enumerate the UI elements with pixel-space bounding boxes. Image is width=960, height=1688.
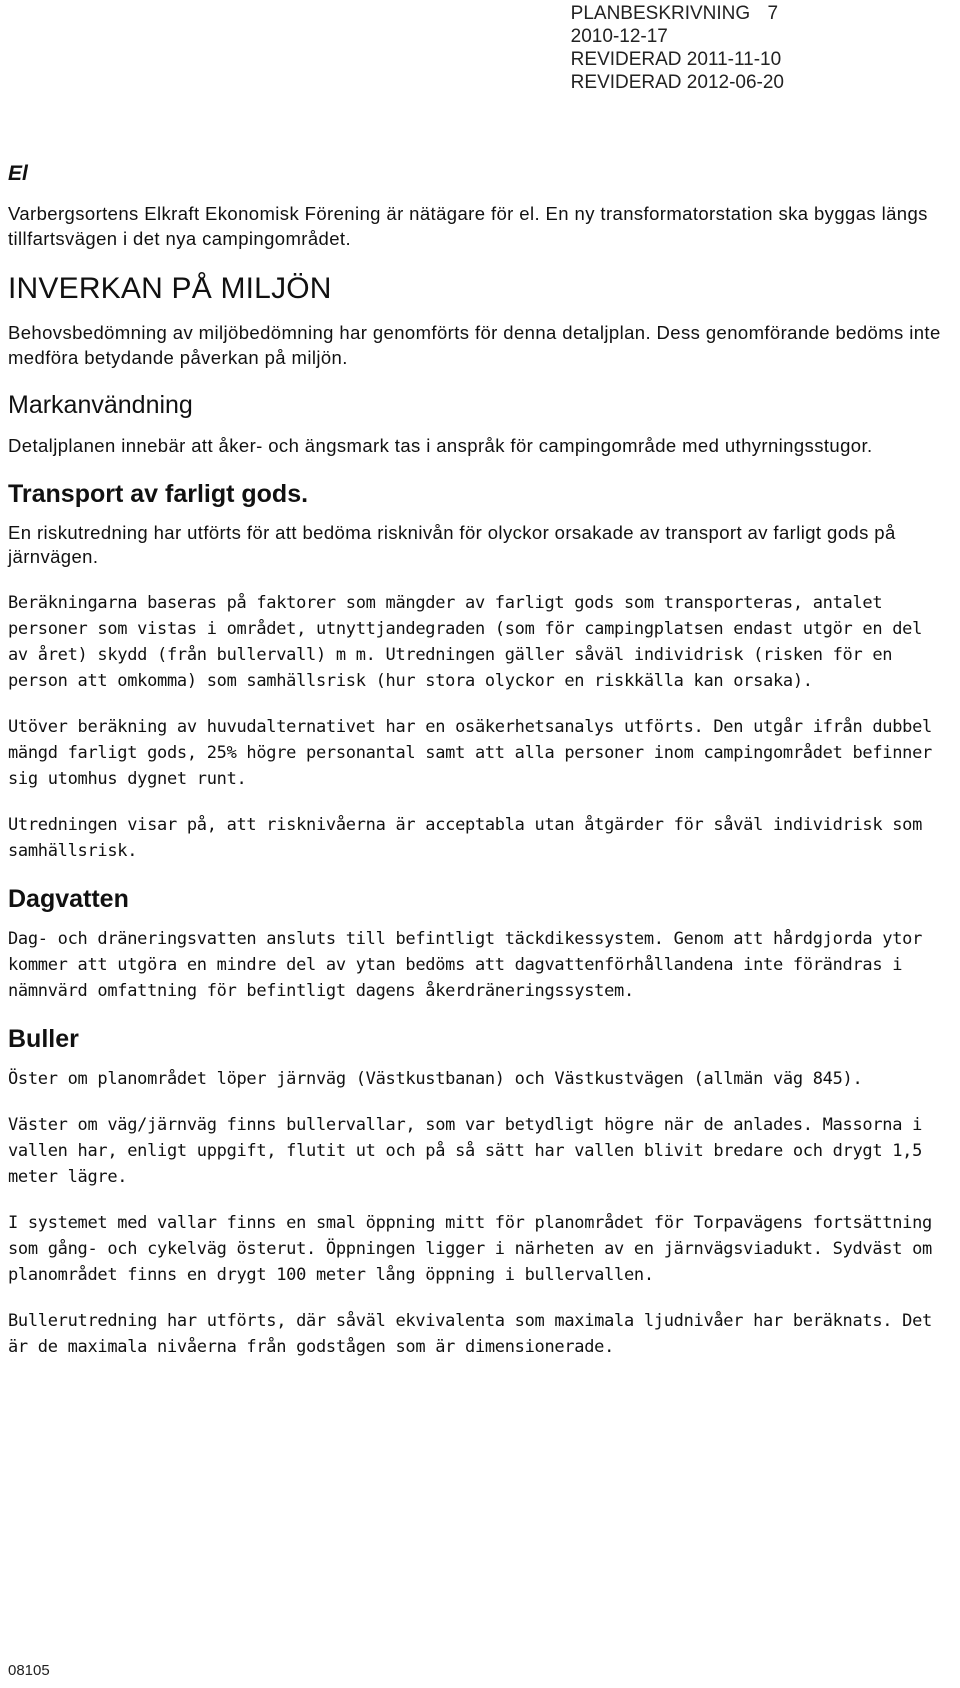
paragraph-transport-4: Utredningen visar på, att risknivåerna är acceptabla utan åtgärder för såväl individrisk som samhällsrisk. [8, 814, 923, 861]
paragraph-dagvatten: Dag- och dräneringsvatten ansluts till befintligt täckdikessystem. Genom att hårdgjorda ytor kommer att utgöra en mindre del av ytan bedöms att dagvattenförhållandena inte förändras i nämnvärd omfattning för befintligt dagens åkerdräneringssystem. [8, 928, 923, 1001]
paragraph-transport-3: Utöver beräkning av huvudalternativet har en osäkerhetsanalys utförts. Den utgår ifrån dubbel mängd farligt gods, 25% högre personantal samt att alla personer inom campingområdet befinner sig utomhus dygnet runt. [8, 716, 932, 789]
revision-date-1: REVIDERAD 2011-11-10 [570, 49, 782, 70]
paragraph-markanvandning: Detaljplanen innebär att åker- och ängsmark tas i anspråk för campingområde med uthyrningsstugor. [8, 435, 873, 456]
document-date: 2010-12-17 [570, 26, 668, 47]
heading-el: El [8, 162, 28, 185]
heading-markanvandning: Markanvändning [8, 391, 193, 419]
header-title-line [571, 2, 784, 25]
document-title: PLANBESKRIVNING [570, 3, 751, 24]
heading-buller: Buller [8, 1024, 79, 1053]
heading-dagvatten: Dagvatten [8, 884, 129, 913]
document-body [8, 162, 943, 1380]
footer-code: 08105 [8, 1662, 50, 1679]
heading-transport: Transport av farligt gods. [8, 479, 309, 508]
paragraph-buller-4: Bullerutredning har utförts, där såväl ekvivalenta som maximala ljudnivåer har beräknats. Det är de maximala nivåerna från godstågen som är dimensionerade. [8, 1310, 932, 1357]
paragraph-transport-1: En riskutredning har utförts för att bedöma risknivån för olyckor orsakade av transport av farligt gods på järnvägen. [8, 521, 896, 567]
paragraph-buller-3: I systemet med vallar finns en smal öppning mitt för planområdet för Torpavägens fortsättning som gång- och cykelväg österut. Öppningen ligger i närheten av en järnvägsviadukt. Sydväst om planområdet finns en drygt 100 meter lång öppning i bullervallen. [8, 1212, 932, 1285]
paragraph-el: Varbergsortens Elkraft Ekonomisk Förening är nätägare för el. En ny transformatorstation ska byggas längs tillfartsvägen i det nya campingområdet. [8, 203, 928, 249]
page-number: 7 [767, 3, 779, 24]
paragraph-buller-2: Väster om väg/järnväg finns bullervallar, som var betydligt högre när de anlades. Massorna i vallen har, enligt uppgift, flutit ut och på så sätt har vallen blivit bredare och drygt 1,5 meter lägre. [8, 1114, 923, 1187]
revision-date-2: REVIDERAD 2012-06-20 [570, 72, 784, 93]
heading-inverkan-pa-miljon: INVERKAN PÅ MILJÖN [8, 272, 332, 305]
paragraph-buller-1: Öster om planområdet löper järnväg (Västkustbanan) och Västkustvägen (allmän väg 845). [8, 1068, 863, 1089]
paragraph-miljo: Behovsbedömning av miljöbedömning har genomförts för denna detaljplan. Dess genomförande bedöms inte medföra betydande påverkan på miljön. [8, 322, 941, 368]
page-header [571, 2, 784, 94]
paragraph-transport-2: Beräkningarna baseras på faktorer som mängder av farligt gods som transporteras, antalet personer som vistas i området, utnyttjandegraden (som för campingplatsen endast utgör en del av året) skydd (från bullervall) m m. Utredningen gäller såväl individrisk (risken för en person att omkomma) som samhällsrisk (hur stora olyckor en riskkälla kan orsaka). [8, 592, 923, 691]
